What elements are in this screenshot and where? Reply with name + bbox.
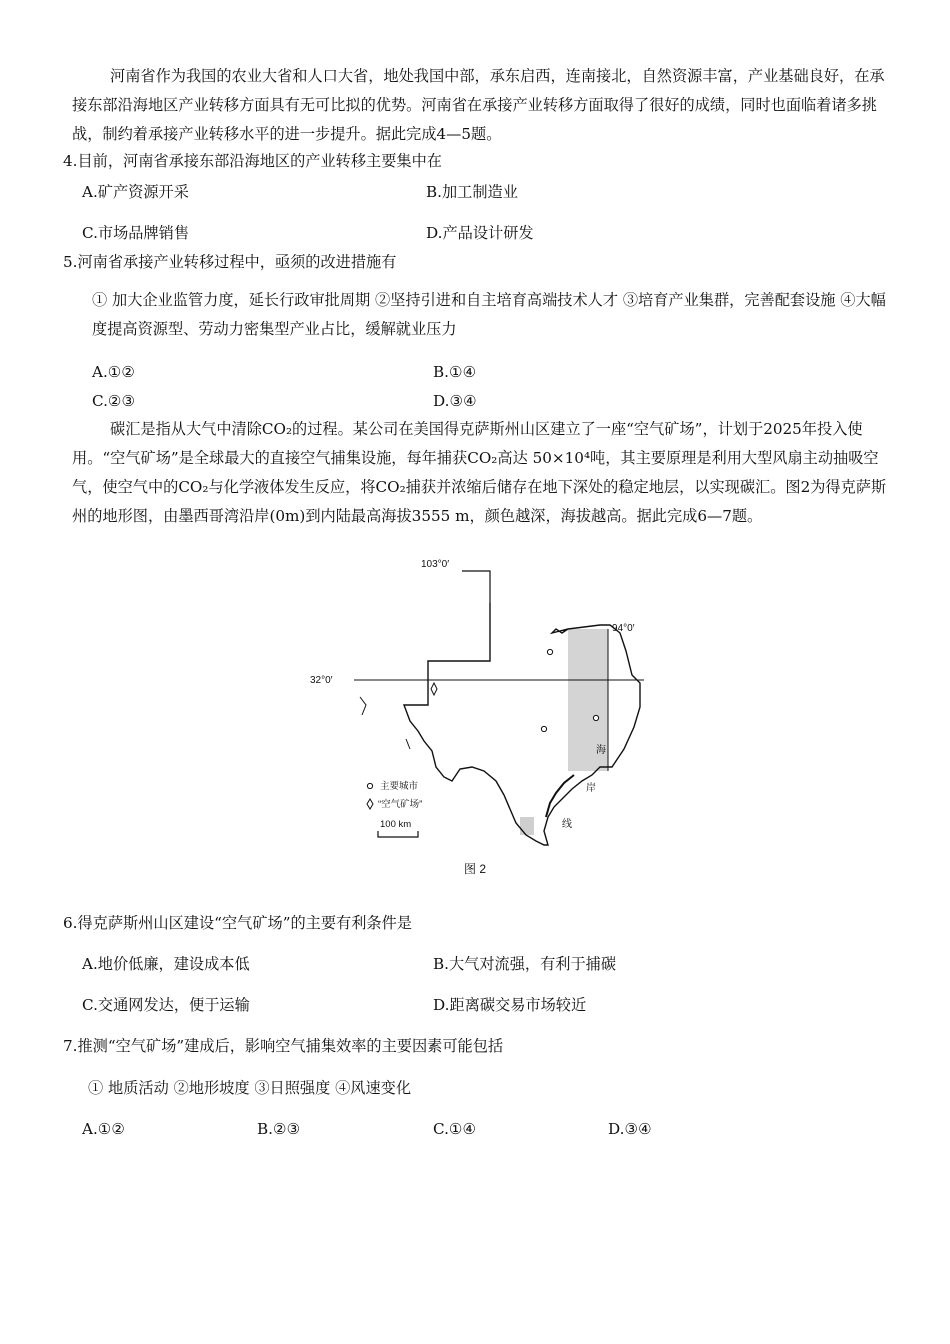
q4-option-a: A.矿产资源开采: [82, 183, 189, 201]
city-marker: [541, 726, 546, 731]
q6-option-d: D.距离碳交易市场较近: [433, 996, 587, 1014]
longitude-west-marker: [462, 571, 490, 603]
question-6-stem: 6.得克萨斯州山区建设“空气矿场”的主要有利条件是: [63, 914, 412, 932]
q5-option-a: A.①②: [92, 363, 136, 381]
question-4-stem: 4.目前，河南省承接东部沿海地区的产业转移主要集中在: [63, 152, 442, 170]
q5-option-c: C.②③: [92, 392, 136, 410]
city-marker: [547, 649, 552, 654]
coast-label-xian: 线: [562, 819, 572, 830]
latitude-label: 32°0′: [310, 675, 333, 686]
q4-option-c: C.市场品牌销售: [82, 224, 190, 242]
q7-statements: ① 地质活动 ②地形坡度 ③日照强度 ④风速变化: [88, 1079, 412, 1097]
q5-statements: ① 加大企业监管力度，延长行政审批周期 ②坚持引进和自主培育高端技术人才 ③培育产业集群，完善配套设施 ④大幅度提高资源型、劳动力密集型产业占比，缓解就业压力: [92, 291, 886, 338]
longitude-east-label: 94°0′: [612, 623, 635, 634]
question-5-stem: 5.河南省承接产业转移过程中，亟须的改进措施有: [63, 253, 397, 271]
legend-city-label: 主要城市: [380, 781, 419, 792]
q6-option-a: A.地价低廉，建设成本低: [82, 955, 250, 973]
q5-option-b: B.①④: [433, 363, 477, 381]
passage-henan: 河南省作为我国的农业大省和人口大省，地处我国中部，承东启西，连南接北，自然资源丰富，产业基础良好，在承接东部沿海地区产业转移方面具有无可比拟的优势。河南省在承接产业转移方面取得了很好的成绩，同时也面临着诸多挑战，制约着承接产业转移水平的进一步提升。据此完成4—5题。: [72, 67, 885, 143]
texas-terrain-map: [300, 555, 660, 885]
q4-option-d: D.产品设计研发: [426, 224, 534, 242]
q7-option-d: D.③④: [608, 1120, 652, 1138]
q7-option-b: B.②③: [257, 1120, 301, 1138]
q7-option-a: A.①②: [82, 1120, 126, 1138]
shaded-south-tip: [520, 817, 534, 835]
figure-caption: 图 2: [464, 862, 487, 876]
q4-option-b: B.加工制造业: [426, 183, 518, 201]
legend-mine-label: “空气矿场”: [378, 799, 423, 810]
q6-option-b: B.大气对流强，有利于捕碳: [433, 955, 617, 973]
q5-option-d: D.③④: [433, 392, 477, 410]
longitude-west-label: 103°0′: [421, 559, 450, 570]
coastline-detail: [546, 775, 574, 817]
coast-label-an: 岸: [586, 783, 596, 794]
city-marker: [593, 715, 598, 720]
scale-bar: [378, 831, 418, 837]
question-7-stem: 7.推测“空气矿场”建成后，影响空气捕集效率的主要因素可能包括: [63, 1037, 504, 1055]
q7-option-c: C.①④: [433, 1120, 477, 1138]
coast-label-hai: 海: [596, 745, 606, 756]
legend-mine-symbol: [367, 799, 373, 809]
scale-label: 100 km: [380, 819, 412, 830]
legend-city-symbol: [367, 783, 372, 788]
passage-carbon-sink: 碳汇是指从大气中清除CO₂的过程。某公司在美国得克萨斯州山区建立了一座“空气矿场”，计划于2025年投入使用。“空气矿场”是全球最大的直接空气捕集设施，每年捕获CO₂高达 50×10⁴吨，其主要原理是利用大型风扇主动抽吸空气，使空气中的CO₂与化学液体发生反应，将CO₂捕获并浓缩后储存在地下深处的稳定地层，以实现碳汇。图2为得克萨斯州的地形图，由墨西哥湾沿岸(0m)到内陆最高海拔3555 m，颜色越深，海拔越高。据此完成6—7题。: [72, 420, 887, 525]
air-mine-marker: [431, 683, 437, 695]
west-fragment: [360, 697, 366, 715]
q6-option-c: C.交通网发达，便于运输: [82, 996, 250, 1014]
west-fragment-2: [406, 739, 410, 749]
